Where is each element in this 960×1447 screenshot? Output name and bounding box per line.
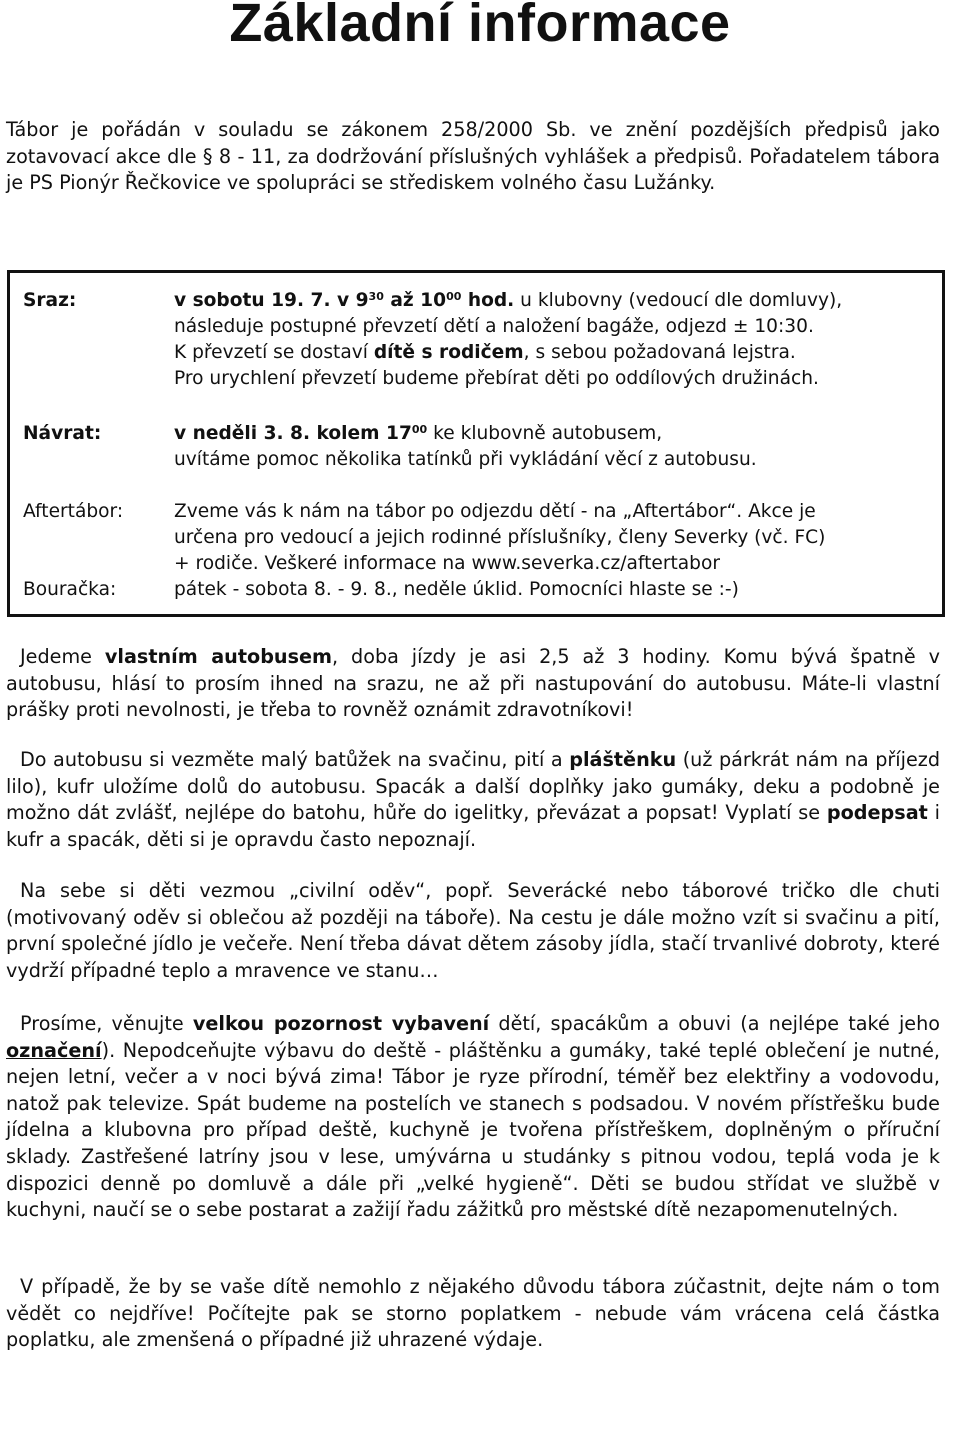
- sraz-time-from-minutes: 30: [368, 290, 384, 303]
- page-title: Základní informace: [229, 0, 731, 53]
- sraz-line1-rest: u klubovny (vedoucí dle domluvy),: [514, 290, 843, 311]
- sraz-line4: Pro urychlení převzetí budeme přebírat děti po oddílových družinách.: [174, 368, 819, 389]
- sraz-date: v sobotu 19. 7. v 9: [174, 290, 369, 311]
- p2-bold2: podepsat: [826, 801, 928, 825]
- sraz-value: [174, 288, 940, 392]
- sraz-hod: hod.: [461, 290, 515, 311]
- clothing-paragraph: [6, 878, 940, 984]
- aftertabor-value: [174, 499, 940, 577]
- aftertabor-label: Aftertábor:: [23, 501, 124, 522]
- bouracka-label: Bouračka:: [23, 579, 117, 600]
- sraz-line2: následuje postupné převzetí dětí a naložení bagáže, odjezd ± 10:30.: [174, 316, 814, 337]
- sraz-mid: až 10: [383, 290, 447, 311]
- aftertabor-line2: určena pro vedoucí a jejich rodinné příslušníky, členy Severky (vč. FC): [174, 527, 826, 548]
- sraz-line3-a: K převzetí se dostaví: [174, 342, 374, 363]
- p2-b: (už párkrát nám na příjezd lilo), kufr uložíme dolů do autobusu. Spacák a další doplňky jako gumáky, deku a podobně je možno dát zvlášť, nejlépe do batohu, hůře do igelitky, převázat a popsat! Vyplatí se: [6, 748, 941, 825]
- sraz-time-to-minutes: 00: [446, 290, 462, 303]
- p1-b: , doba jízdy je asi 2,5 až 3 hodiny. Komu bývá špatně v autobusu, hlásí to prosím ihned na srazu, ne až při nastupování do autobusu. Máte-li vlastní prášky proti nevolnosti, je třeba to rovněž oznámit zdravotníkovi!: [6, 645, 940, 722]
- intro-paragraph: Tábor je pořádán v souladu se zákonem 258/2000 Sb. ve znění pozdějších předpisů jako zotavovací akce dle § 8 - 11, za dodržování příslušných vyhlášek a předpisů. Pořadatelem tábora je PS Pionýr Řečkovice ve spolupráci se střediskem volného času Lužánky.: [6, 118, 940, 195]
- p4-bold: velkou pozornost vybavení: [192, 1012, 490, 1035]
- navrat-rest: ke klubovně autobusem,: [427, 423, 663, 444]
- sraz-line3-bold: dítě s rodičem: [373, 342, 524, 363]
- navrat-time-minutes: 00: [411, 423, 428, 436]
- p4-b: dětí, spacákům a obuvi (a nejlépe také jeho: [489, 1012, 940, 1035]
- p5-text: V případě, že by se vaše dítě nemohlo z nějakého důvodu tábora zúčastnit, dejte nám o tom vědět co nejdříve! Počítejte pak se storno poplatkem - nebude vám vrácena celá částka poplatku, ale zmenšená o případné již uhrazené výdaje.: [6, 1275, 940, 1352]
- aftertabor-line1: Zveme vás k nám na tábor po odjezdu dětí - na „Aftertábor“. Akce je: [174, 501, 816, 522]
- cancellation-paragraph: [6, 1274, 940, 1354]
- p2-c: i kufr a spacák, děti si je opravdu často nepoznají.: [6, 801, 940, 851]
- navrat-label: Návrat:: [23, 423, 102, 444]
- p1-bold: vlastním autobusem: [104, 645, 333, 668]
- bouracka-value: pátek - sobota 8. - 9. 8., neděle úklid. Pomocníci hlaste se :-): [174, 579, 739, 600]
- sraz-line3-b: , s sebou požadovaná lejstra.: [523, 342, 796, 363]
- p4-c: ). Nepodceňujte výbavu do deště - pláštěnku a gumáky, také teplé oblečení je nutné, nejen letní, večer a v noci bývá zima! Tábor je ryze přírodní, téměř bez elektřiny a vodovodu, natož pak televize. Spát budeme na postelích ve stanech s podsadou. V novém přístřešku bude jídelna a klubovna pro případ deště, kuchyně je tvořena přístřeškem, doplněným o příruční sklady. Zastřešené latríny jsou v lese, umývárna u studánky s pitnou vodou, teplá voda je k dispozici denně po domluvě a dále při „velké hygieně“. Děti se budou střídat ve službě v kuchyni, naučí se o sebe postarat a zažijí řadu zážitků pro městské dítě nezapomenutelných.: [6, 1038, 940, 1222]
- luggage-paragraph: [6, 747, 940, 853]
- aftertabor-line3: + rodiče. Veškeré informace na www.severka.cz/aftertabor: [174, 553, 720, 574]
- p4-a: Prosíme, věnujte: [20, 1012, 193, 1035]
- sraz-label: Sraz:: [23, 290, 77, 311]
- p4-underline: označení: [6, 1038, 102, 1062]
- info-box: [7, 270, 945, 617]
- bus-paragraph: [6, 644, 940, 724]
- p3-text: Na sebe si děti vezmou „civilní oděv“, popř. Severácké nebo táborové tričko dle chuti (motivovaný oděv si oblečou až později na táboře). Na cestu je dále možno vzít si svačinu a pití, první společné jídlo je večeře. Není třeba dávat dětem zásoby jídla, stačí trvanlivé dobroty, které vydrží případné teplo a mravence ve stanu…: [6, 879, 940, 982]
- navrat-date: v neděli 3. 8. kolem 17: [174, 423, 412, 444]
- p1-a: Jedeme: [20, 645, 105, 668]
- p2-a: Do autobusu si vezměte malý batůžek na svačinu, pití a: [20, 748, 570, 771]
- navrat-value: [174, 421, 940, 473]
- p2-bold1: pláštěnku: [569, 748, 677, 771]
- navrat-line2: uvítáme pomoc několika tatínků při vykládání věcí z autobusu.: [174, 449, 757, 470]
- equipment-paragraph: [6, 1011, 940, 1224]
